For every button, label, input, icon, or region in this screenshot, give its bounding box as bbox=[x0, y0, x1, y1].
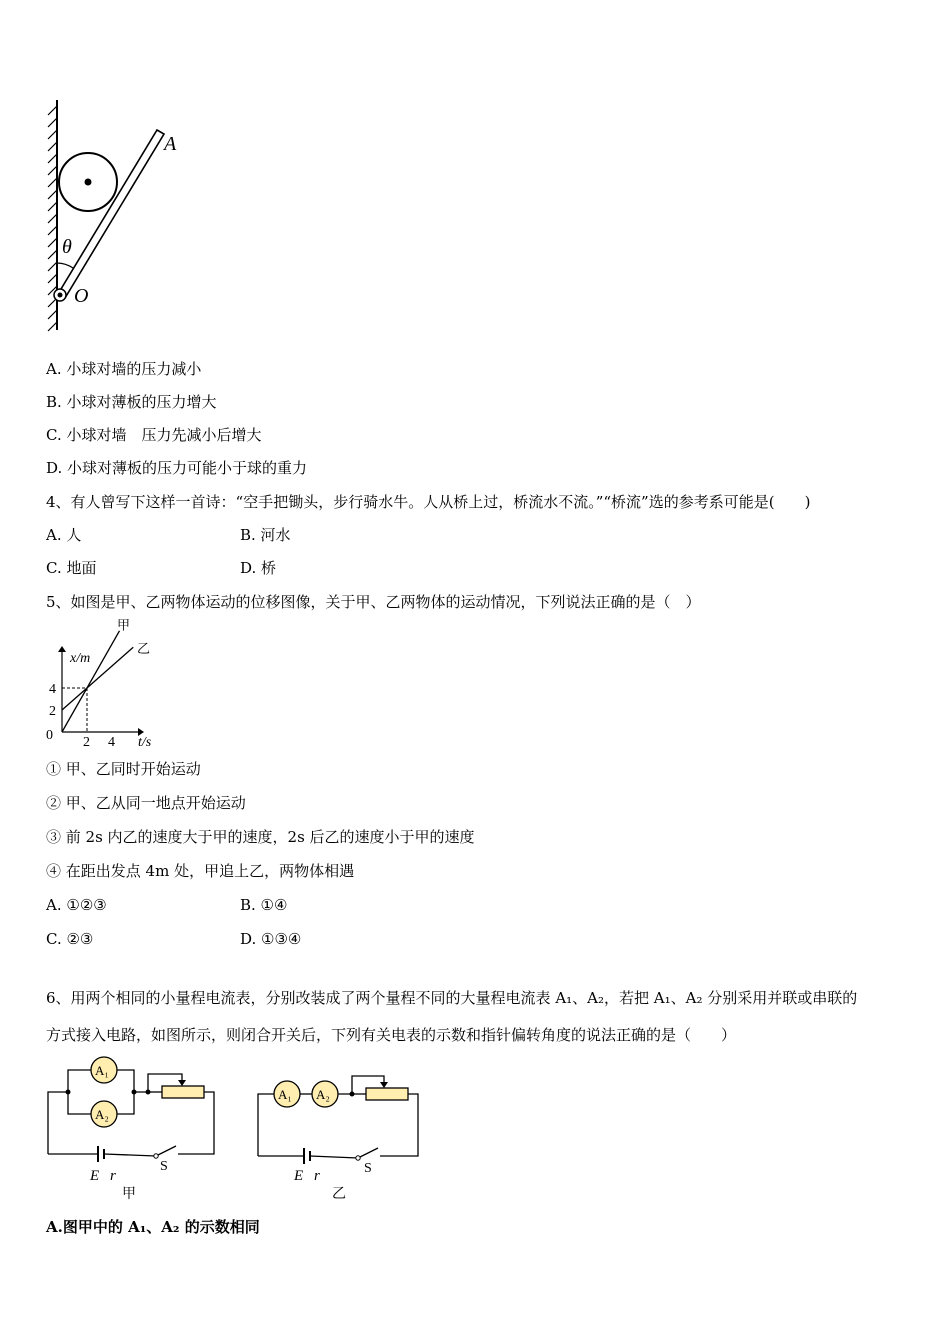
resistance-label: r bbox=[110, 1168, 116, 1184]
q3-option-b: B. 小球对薄板的压力增大 bbox=[46, 393, 217, 411]
figure-caption-jia: 甲 bbox=[122, 1187, 136, 1202]
series-label-2: 乙 bbox=[137, 640, 151, 656]
q4-stem: 4、有人曾写下这样一首诗：“空手把锄头，步行骑水牛。人从桥上过，桥流水不流。”“桥流”选的参考系可能是( ) bbox=[46, 493, 811, 511]
circuit-jia-figure bbox=[44, 1052, 224, 1204]
q5-option-b: B. ①④ bbox=[240, 896, 288, 914]
ammeter-a2-label: A₂ bbox=[316, 1087, 330, 1102]
q5-statement-4: ④ 在距出发点 4m 处，甲追上乙，两物体相遇 bbox=[46, 862, 355, 880]
q3-option-a: A. 小球对墙的压力减小 bbox=[46, 360, 202, 378]
series-line-1 bbox=[62, 631, 120, 732]
q4-option-a: A. 人 bbox=[46, 526, 82, 544]
displacement-time-chart bbox=[40, 617, 170, 750]
q4-option-b: B. 河水 bbox=[240, 526, 291, 544]
label-A: A bbox=[164, 133, 177, 155]
y-axis-label: x/m bbox=[70, 651, 91, 666]
x-tick-label: 0 bbox=[46, 728, 53, 743]
q5-option-a: A. ①②③ bbox=[46, 896, 107, 914]
ammeter-a1-label: A₁ bbox=[95, 1063, 109, 1078]
switch-label: S bbox=[364, 1161, 372, 1176]
q6-stem-line-2: 方式接入电路，如图所示，则闭合开关后，下列有关电表的示数和指针偏转角度的说法正确的是（ ） bbox=[46, 1026, 737, 1044]
series-label-1: 甲 bbox=[117, 617, 131, 633]
label-theta: θ bbox=[62, 236, 72, 258]
q5-option-c: C. ②③ bbox=[46, 930, 94, 948]
emf-label: E bbox=[294, 1168, 304, 1184]
q4-option-d: D. 桥 bbox=[240, 559, 277, 577]
q5-statement-3: ③ 前 2s 内乙的速度大于甲的速度，2s 后乙的速度小于甲的速度 bbox=[46, 828, 475, 846]
q3-option-d: D. 小球对薄板的压力可能小于球的重力 bbox=[46, 459, 308, 477]
y-tick-label: 4 bbox=[49, 682, 56, 697]
q3-option-c: C. 小球对墙 压力先减小后增大 bbox=[46, 426, 262, 444]
resistance-label: r bbox=[314, 1168, 320, 1184]
wall-ball-board-figure bbox=[40, 98, 190, 334]
x-axis-label: t/s bbox=[138, 735, 152, 750]
y-tick-label: 2 bbox=[49, 704, 56, 719]
q5-option-d: D. ①③④ bbox=[240, 930, 302, 948]
emf-label: E bbox=[90, 1168, 100, 1184]
q6-stem-line-1: 6、用两个相同的小量程电流表，分别改装成了两个量程不同的大量程电流表 A₁、A₂，若把 A₁、A₂ 分别采用并联或串联的 bbox=[46, 989, 858, 1007]
q4-option-c: C. 地面 bbox=[46, 559, 97, 577]
circuit-yi-figure bbox=[252, 1064, 432, 1204]
x-tick-label: 2 bbox=[83, 735, 90, 750]
q5-stem: 5、如图是甲、乙两物体运动的位移图像，关于甲、乙两物体的运动情况，下列说法正确的是（ ） bbox=[46, 593, 701, 611]
q6-option-a: A.图甲中的 A₁、A₂ 的示数相同 bbox=[46, 1218, 260, 1236]
y-axis-arrow bbox=[58, 646, 66, 652]
figure-caption-yi: 乙 bbox=[332, 1187, 346, 1202]
ammeter-a2-label: A₂ bbox=[95, 1107, 109, 1122]
q5-statement-2: ② 甲、乙从同一地点开始运动 bbox=[46, 794, 246, 812]
label-O: O bbox=[74, 285, 89, 307]
switch-label: S bbox=[160, 1159, 168, 1174]
ammeter-a1-label: A₁ bbox=[278, 1087, 292, 1102]
x-tick-label: 4 bbox=[108, 735, 115, 750]
q5-statement-1: ① 甲、乙同时开始运动 bbox=[46, 760, 201, 778]
